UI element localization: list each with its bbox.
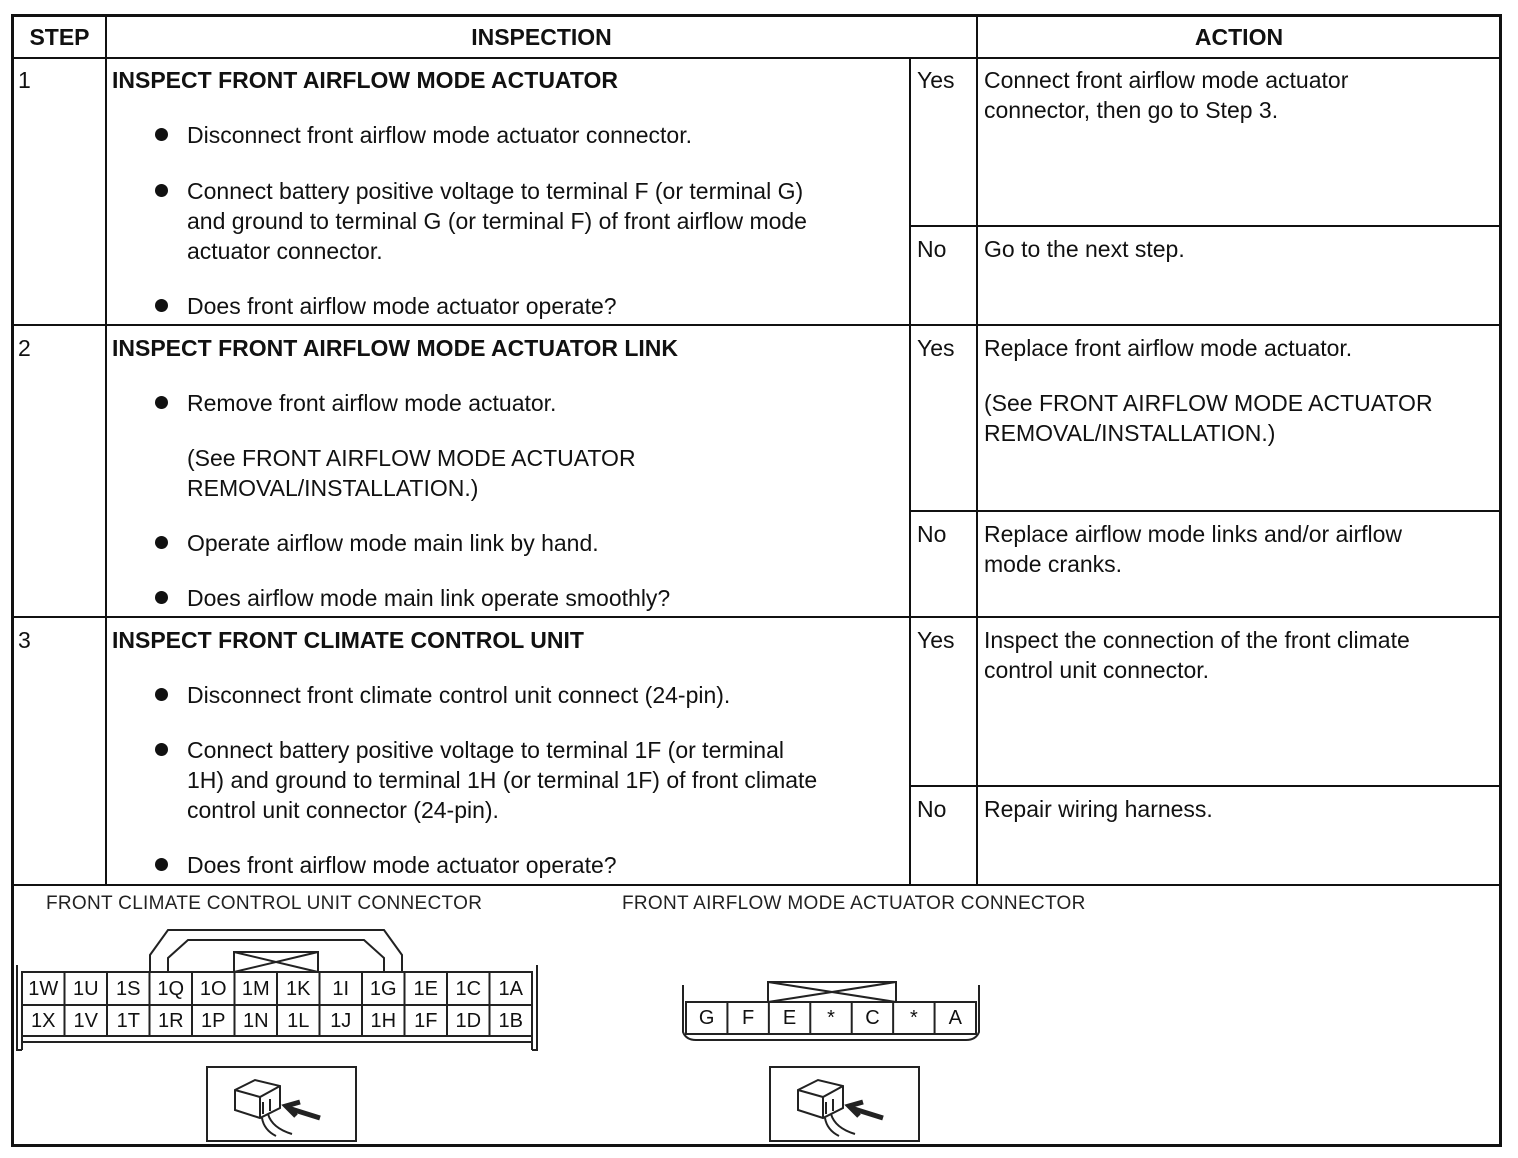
yes-label: Yes: [917, 67, 955, 93]
inspection-bullet: Does airflow mode main link operate smoothly?: [187, 585, 671, 611]
climate-pin-1S: 1S: [116, 978, 141, 1000]
inspection-note: (See FRONT AIRFLOW MODE ACTUATOR: [187, 445, 636, 471]
actuator-pin-blank: *: [909, 1007, 918, 1029]
inspection-bullet: Connect battery positive voltage to terminal 1F (or terminal: [187, 737, 784, 763]
header-action: ACTION: [1194, 24, 1284, 50]
step-number: 2: [18, 335, 31, 361]
climate-pin-1H: 1H: [370, 1010, 397, 1032]
action-text: control unit connector.: [984, 657, 1210, 683]
action-note: REMOVAL/INSTALLATION.): [984, 420, 1276, 446]
step-number: 1: [18, 67, 31, 93]
climate-pin-1G: 1G: [369, 978, 397, 1000]
yes-label: Yes: [917, 627, 955, 653]
inspection-bullet: Remove front airflow mode actuator.: [187, 390, 557, 416]
inspection-note: REMOVAL/INSTALLATION.): [187, 475, 479, 501]
climate-pin-1I: 1I: [332, 978, 350, 1000]
step-number: 3: [18, 627, 31, 653]
action-text: Replace front airflow mode actuator.: [984, 335, 1353, 361]
no-label: No: [917, 521, 947, 547]
inspection-bullet: 1H) and ground to terminal 1H (or terminal 1F) of front climate: [187, 767, 818, 793]
action-text: Replace airflow mode links and/or airflow: [984, 521, 1403, 547]
climate-pin-1M: 1M: [241, 978, 270, 1000]
inspection-bullet: Disconnect front airflow mode actuator connector.: [187, 122, 692, 148]
step-title: INSPECT FRONT CLIMATE CONTROL UNIT: [112, 627, 584, 653]
action-text: Go to the next step.: [984, 236, 1185, 262]
actuator-pin-C: C: [865, 1007, 880, 1029]
inspection-bullet: Operate airflow mode main link by hand.: [187, 530, 599, 556]
harness-side-connector-icon: [207, 1067, 356, 1141]
climate-pin-1V: 1V: [73, 1010, 98, 1032]
action-text: mode cranks.: [984, 551, 1123, 577]
climate-pin-1N: 1N: [242, 1010, 269, 1032]
no-label: No: [917, 796, 947, 822]
inspection-bullet: Does front airflow mode actuator operate?: [187, 852, 617, 878]
climate-pin-1L: 1L: [287, 1010, 310, 1032]
climate-pin-1W: 1W: [28, 978, 59, 1000]
harness-side-connector-icon: [770, 1067, 919, 1141]
inspection-bullet: Connect battery positive voltage to terminal F (or terminal G): [187, 178, 804, 204]
inspection-bullet: actuator connector.: [187, 238, 383, 264]
climate-pin-1B: 1B: [498, 1010, 523, 1032]
climate-pin-1P: 1P: [201, 1010, 226, 1032]
climate-pin-1X: 1X: [31, 1010, 56, 1032]
climate-pin-1R: 1R: [157, 1010, 184, 1032]
yes-label: Yes: [917, 335, 955, 361]
climate-pin-1Q: 1Q: [157, 978, 185, 1000]
no-label: No: [917, 236, 947, 262]
action-text: Inspect the connection of the front climate: [984, 627, 1410, 653]
climate-pin-1J: 1J: [330, 1010, 352, 1032]
inspection-bullet: Disconnect front climate control unit connect (24-pin).: [187, 682, 731, 708]
climate-pin-1T: 1T: [116, 1010, 140, 1032]
climate-pin-1C: 1C: [455, 978, 482, 1000]
action-note: (See FRONT AIRFLOW MODE ACTUATOR: [984, 390, 1433, 416]
actuator-pin-blank: *: [827, 1007, 835, 1029]
climate-pin-1D: 1D: [455, 1010, 482, 1032]
step-title: INSPECT FRONT AIRFLOW MODE ACTUATOR LINK: [112, 335, 679, 361]
connector-latch: [168, 940, 384, 972]
actuator-pin-G: G: [698, 1007, 715, 1029]
step-title: INSPECT FRONT AIRFLOW MODE ACTUATOR: [112, 67, 618, 93]
climate-pin-1A: 1A: [498, 978, 523, 1000]
actuator-connector-title: FRONT AIRFLOW MODE ACTUATOR CONNECTOR: [622, 893, 1086, 914]
actuator-pin-F: F: [742, 1007, 755, 1029]
climate-pin-1U: 1U: [72, 978, 99, 1000]
actuator-pin-E: E: [782, 1007, 797, 1029]
inspection-bullet: Does front airflow mode actuator operate?: [187, 293, 617, 319]
climate-connector-title: FRONT CLIMATE CONTROL UNIT CONNECTOR: [46, 893, 483, 914]
actuator-pin-A: A: [948, 1007, 962, 1029]
inspection-bullet: control unit connector (24-pin).: [187, 797, 499, 823]
header-inspection: INSPECTION: [471, 24, 612, 50]
action-text: Connect front airflow mode actuator: [984, 67, 1349, 93]
action-text: Repair wiring harness.: [984, 796, 1213, 822]
climate-pin-1F: 1F: [414, 1010, 438, 1032]
climate-pin-1O: 1O: [199, 978, 227, 1000]
action-text: connector, then go to Step 3.: [984, 97, 1279, 123]
header-step: STEP: [29, 24, 90, 50]
climate-pin-1E: 1E: [413, 978, 438, 1000]
climate-pin-1K: 1K: [286, 978, 311, 1000]
inspection-bullet: and ground to terminal G (or terminal F) of front airflow mode: [187, 208, 807, 234]
